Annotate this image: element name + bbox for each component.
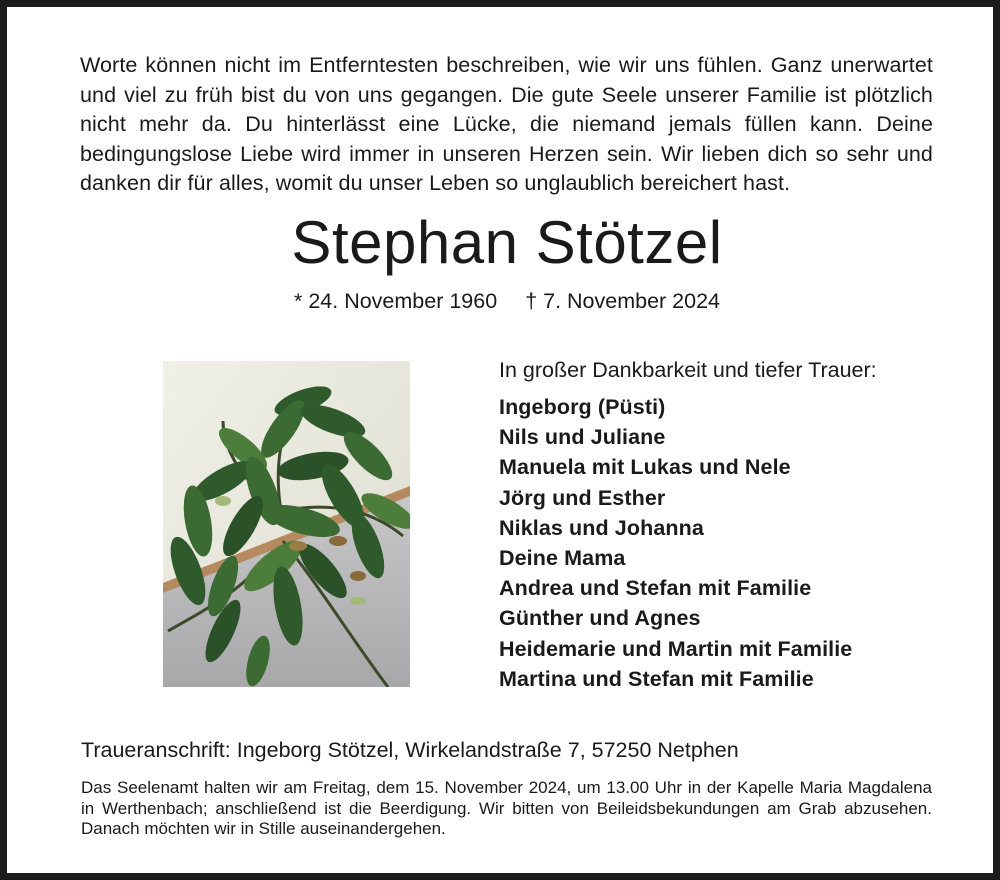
death-date: † 7. November 2024 [525,289,720,313]
birth-date: * 24. November 1960 [294,289,498,313]
intro-text: Worte können nicht im Entferntesten beschreiben, wie wir uns fühlen. Ganz unerwartet und viel zu früh bist du von uns gegangen. Die gute Seele unserer Familie ist plötzlich nicht mehr da. Du hinterlässt eine Lücke, die niemand jemals füllen kann. Deine bedingungslose Liebe wird immer in unseren Herzen sein. Wir lieben dich so sehr und danken dir für alles, womit du unser Leben so unglaublich bereichert hast. [80,53,933,195]
mourners-list [499,392,852,694]
mourner-name: Heidemarie und Martin mit Familie [499,636,853,661]
deceased-name: Stephan Stötzel [291,209,723,276]
mourners-heading: In großer Dankbarkeit und tiefer Trauer: [499,358,877,382]
mourner-name: Martina und Stefan mit Familie [499,666,814,691]
mourner-name: Nils und Juliane [499,425,666,450]
mourner-name: Niklas und Johanna [499,515,704,540]
mourner-name: Jörg und Esther [499,485,666,510]
mourning-address: Traueranschrift: Ingeborg Stötzel, Wirkelandstraße 7, 57250 Netphen [81,738,739,762]
mourner-name: Deine Mama [499,546,626,571]
plant-photo [163,361,410,687]
mourner-name: Ingeborg (Püsti) [499,395,666,419]
mourner-name: Andrea und Stefan mit Familie [499,576,812,601]
mourner-name: Günther und Agnes [499,606,701,631]
funeral-notice: Das Seelenamt halten wir am Freitag, dem 15. November 2024, um 13.00 Uhr in der Kapelle Maria Magdalena in Werthenbach; anschließend ist die Beerdigung. Wir bitten von Beileidsbekundungen am Grab abzusehen. Danach möchten wir in Stille auseinandergehen. [81,778,932,838]
mourner-name: Manuela mit Lukas und Nele [499,455,791,480]
life-dates [7,287,1000,315]
